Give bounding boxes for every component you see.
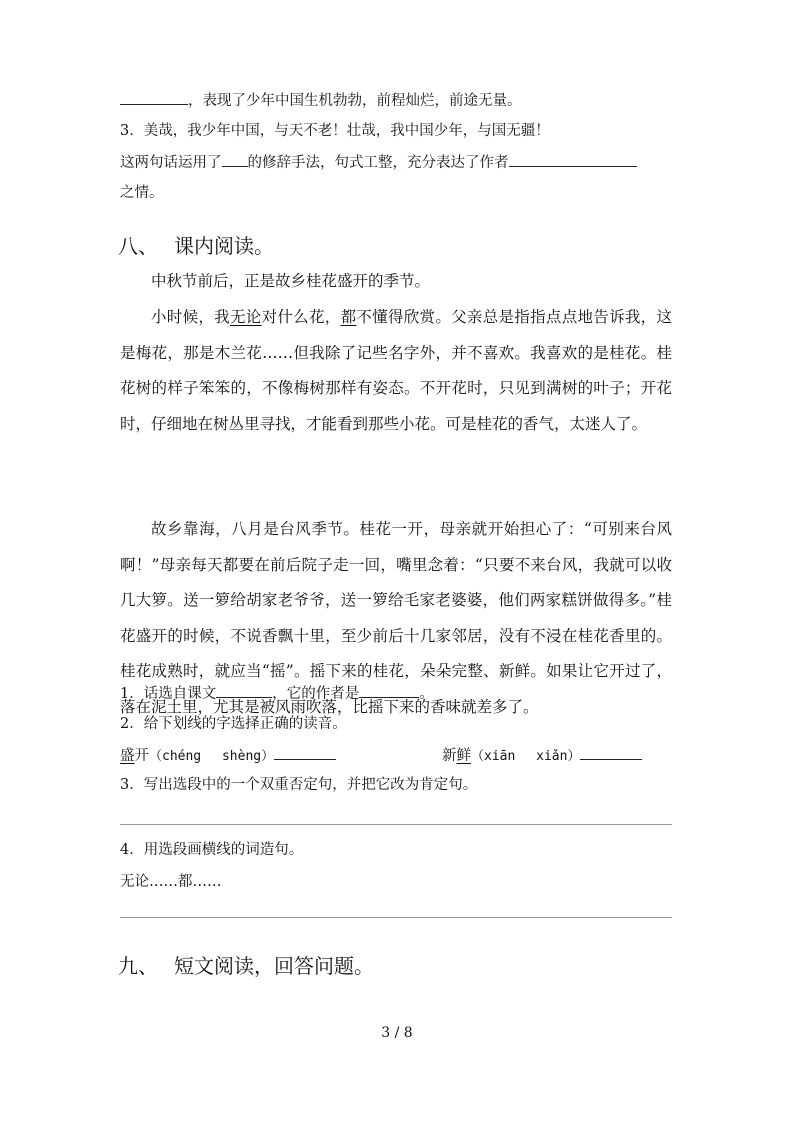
answer-rule[interactable]: [120, 824, 672, 825]
question-1: [120, 683, 434, 704]
answer-rule[interactable]: [120, 917, 672, 918]
answer-blank[interactable]: [120, 90, 188, 105]
passage-paragraph-2: [120, 300, 672, 442]
question-3-end: 之情。: [120, 185, 164, 201]
author-blank[interactable]: [359, 683, 419, 698]
question-2-options-b: [442, 745, 642, 767]
feeling-blank[interactable]: [509, 152, 637, 167]
underlined-char: 鲜: [456, 748, 471, 764]
pronunciation-blank[interactable]: [274, 745, 336, 760]
text-run: 1．话选自课文: [120, 686, 217, 702]
pinyin-options: （xiān xiǎn）: [471, 749, 581, 764]
underlined-char: 盛: [120, 748, 135, 764]
question-4: 4．用选段画横线的词造句。: [120, 842, 304, 858]
section-title: 短文阅读，回答问题。: [174, 954, 374, 978]
section-8-heading: [118, 233, 274, 259]
section-9-heading: [118, 953, 374, 979]
prompt-part: 这两句话运用了: [120, 155, 222, 171]
pinyin-options: （chéng shèng）: [149, 749, 275, 764]
passage-paragraph-3: 故乡靠海，八月是台风季节。桂花一开，母亲就开始担心了：“可别来台风啊！”母亲每天都要在前后院子走一回，嘴里念着：“只要不来台风，我就可以收几大箩。送一箩给胡家老爷爷，送一箩给毛家老婆婆，他们两家糕饼做得多。”桂花盛开的时候，不说香飘十里，至少前后十几家邻居，没有不浸在桂花香里的。桂花成熟时，就应当“摇”。摇下来的桂花，朵朵完整、新鲜。如果让它开过了，落在泥土里，尤其是被风雨吹落，比摇下来的香味就差多了。: [120, 520, 672, 716]
page-number: 3 / 8: [381, 1025, 413, 1041]
section-number: 九、: [118, 954, 158, 978]
rhetoric-blank[interactable]: [222, 152, 248, 167]
answer-line-1: [120, 90, 522, 111]
question-3-prompt: [120, 152, 637, 173]
section-title: 课内阅读。: [174, 234, 274, 258]
text-run: 不懂得欣赏。父亲总是指指点点地告诉我，这是梅花，那是木兰花……但我除了记些名字外，并不喜欢。我喜欢的是桂花。桂花树的样子笨笨的，不像梅树那样有姿态。不开花时，只见到满树的叶子；开花时，仔细地在树丛里寻找，才能看到那些小花。可是桂花的香气，太迷人了。: [120, 308, 672, 433]
title-blank[interactable]: [216, 683, 272, 698]
text-run: ，它的作者是: [272, 686, 360, 702]
section-number: 八、: [118, 234, 158, 258]
line-text: ，表现了少年中国生机勃勃，前程灿烂，前途无量。: [188, 93, 522, 109]
question-3-line: 3．美哉，我少年中国，与天不老！壮哉，我中国少年，与国无疆！: [120, 123, 550, 139]
question-2: 2．给下划线的字选择正确的读音。: [120, 716, 347, 732]
question-3: 3．写出选段中的一个双重否定句，并把它改为肯定句。: [120, 777, 478, 793]
question-4-words: 无论……都……: [120, 874, 222, 890]
text-run: 小时候，我: [151, 308, 230, 326]
text-run: 对什么花，: [261, 308, 341, 326]
pronunciation-blank[interactable]: [580, 745, 642, 760]
underlined-word: 都: [340, 308, 357, 326]
text-run: 新: [442, 748, 457, 764]
text-run: 开: [134, 748, 149, 764]
question-2-options: [120, 745, 336, 767]
passage-paragraph-1: 中秋节前后，正是故乡桂花盛开的季节。: [151, 272, 431, 290]
text-run: 。: [419, 686, 434, 702]
prompt-part: 的修辞手法，句式工整，充分表达了作者: [247, 155, 509, 171]
underlined-word: 无论: [229, 308, 262, 326]
